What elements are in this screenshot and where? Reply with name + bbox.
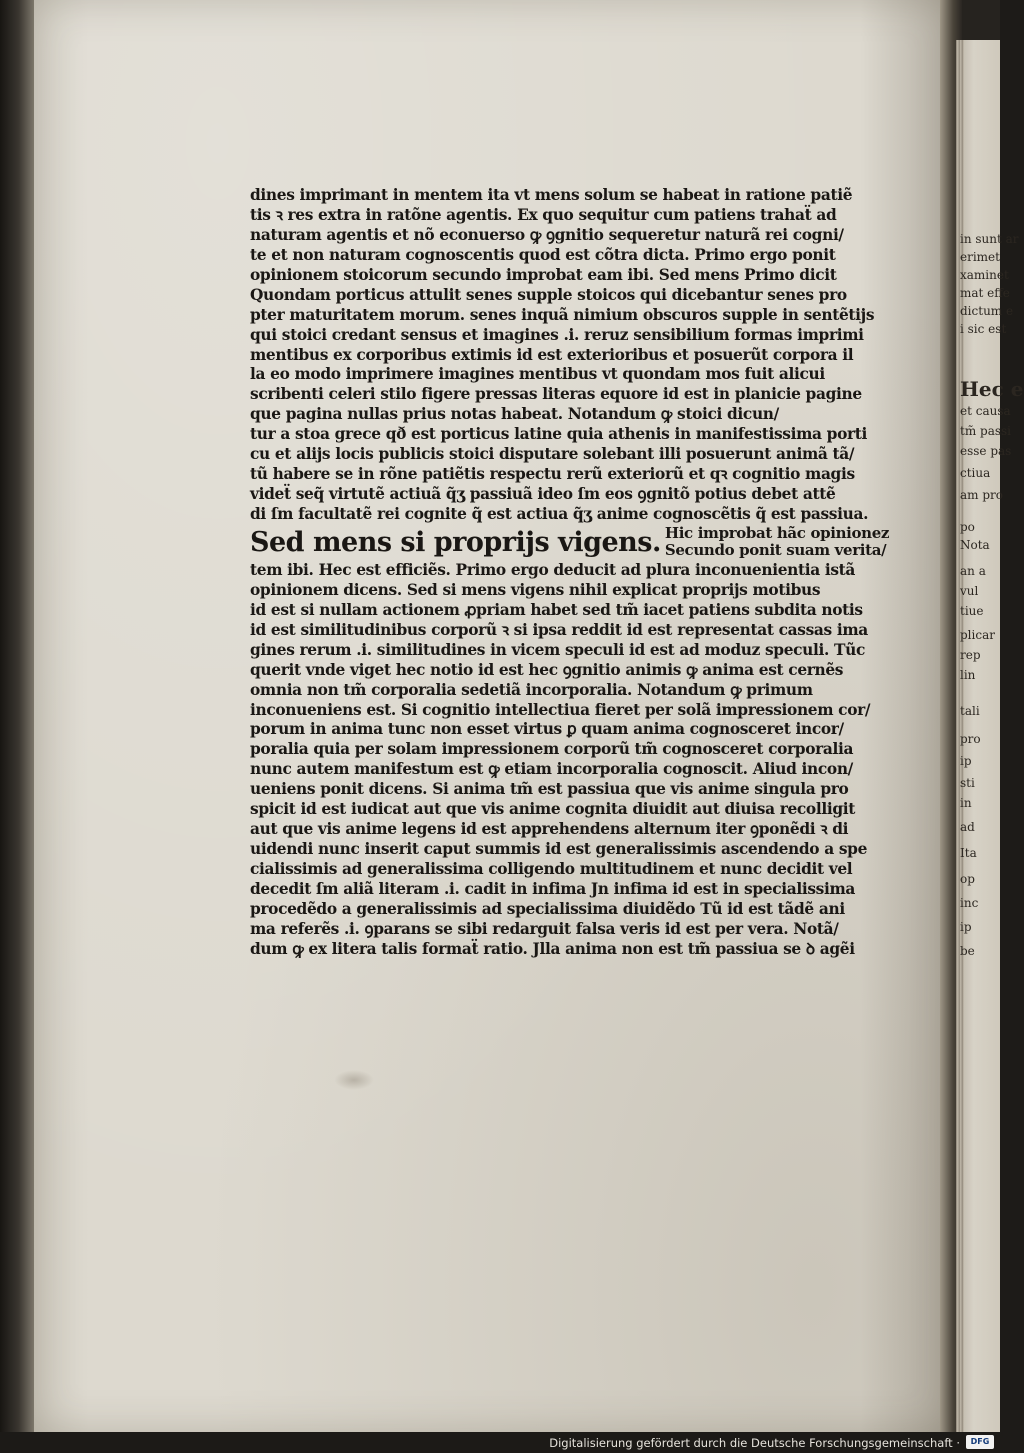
text-line: di ſm facultatẽ rei cognite q̃ est actiua q̃ʒ anime cognoscẽtis q̃ est passiua.	[250, 505, 869, 523]
text-line: dines imprimant in mentem ita vt mens solum se habeat in ratione patiẽ	[250, 186, 853, 204]
next-page-fragment: inc	[960, 896, 979, 910]
text-line: mentibus ex corporibus extimis id est exterioribus et posuerũt corpora il	[250, 345, 854, 364]
next-page-fragment: lin	[960, 668, 976, 682]
text-line: ueniens ponit dicens. Si anima tm̃ est passiua que vis anime singula pro	[250, 780, 849, 799]
text-line: gines rerum .i. similitudines in vicem speculi id est ad moduz speculi. Tũc	[250, 640, 865, 659]
text-line: id est similitudinibus corporũ ꝛ si ipsa reddit id est representat cassas ima	[250, 620, 868, 639]
next-page-fragment: ip	[960, 754, 972, 768]
text-line: que pagina nullas prius notas habeat. Notandum ꝙ stoici dicun/	[250, 405, 779, 424]
next-page-fragment: plicar	[960, 628, 995, 642]
text-line: tem ibi. Hec est efficiẽs. Primo ergo deducit ad plura inconuenientia istã	[250, 560, 856, 579]
footer-credit: Digitalisierung gefördert durch die Deutsche Forschungsgemeinschaft ·	[549, 1436, 960, 1450]
text-line: uidendi nunc inserit caput summis id est generalissimis ascendendo a spe	[250, 840, 868, 859]
digitization-footer	[0, 1432, 1000, 1453]
text-line: opinionem stoicorum secundo improbat eam ibi. Sed mens Primo dicit	[250, 265, 837, 284]
next-page-fragment: Hec e	[960, 377, 1024, 401]
text-line: cu et alijs locis publicis stoici disputare solebant illi posuerunt animã tã/	[250, 445, 855, 464]
dfg-logo: DFG	[966, 1435, 994, 1449]
text-line: tis ꝛ res extra in ratõne agentis. Ex quo sequitur cum patiens trahaẗ ad	[250, 205, 837, 224]
text-line: la eo modo imprimere imagines mentibus vt quondam mos fuit alicui	[250, 365, 825, 384]
next-page-fragment: i sic est	[960, 322, 1007, 336]
next-page-fragment: et causa	[960, 404, 1011, 418]
text-line: decedit ſm aliã literam .i. cadit in infima Jn infima id est in specialissima	[250, 879, 856, 898]
section-heading	[250, 525, 890, 561]
text-line: porum in anima tunc non esset virtus ꝑ quam anima cognosceret incor/	[250, 720, 844, 739]
text-line: cialissimis ad generalissima colligendo multitudinem et nunc decidit vel	[250, 860, 853, 878]
text-line: inconueniens est. Si cognitio intellectiua fieret per solã impressionem cor/	[250, 700, 871, 719]
next-page-fragment: xaminet	[960, 268, 1009, 282]
heading-side-text	[665, 525, 889, 559]
next-page-fragment: Nota	[960, 538, 990, 552]
next-page-fragment: tm̃ passi	[960, 424, 1012, 438]
next-page-fragment: mat effe	[960, 286, 1010, 300]
next-page-fragment: in	[960, 796, 972, 810]
text-line: opinionem dicens. Sed si mens vigens nihil explicat proprijs motibus	[250, 580, 821, 599]
next-page-fragment: an a	[960, 564, 986, 578]
next-page-fragment: po	[960, 520, 975, 534]
next-page-fragment: tiue	[960, 604, 984, 618]
next-page-fragment: op	[960, 872, 975, 886]
ink-smudge	[334, 1070, 374, 1090]
next-page-fragment: ad	[960, 820, 975, 834]
left-page-edge	[0, 0, 34, 1453]
next-page-fragment: vul	[960, 584, 979, 598]
text-line: dum ꝙ ex litera talis formaẗ ratio. Jlla anima non est tm̃ passiua se ꝺ agẽi	[250, 939, 855, 958]
text-line: tũ habere se in rõne patiẽtis respectu rerũ exteriorũ et qꝛ cognitio magis	[250, 465, 855, 484]
next-page-fragment: ctiua	[960, 466, 991, 480]
text-line: pter maturitatem morum. senes inquã nimium obscuros supple in sentẽtijs	[250, 305, 875, 324]
text-line: spicit id est iudicat aut que vis anime cognita diuidit aut diuisa recolligit	[250, 800, 855, 819]
next-page-fragment: ip	[960, 920, 972, 934]
heading-side-line-2: Secundo ponit suam verita/	[664, 540, 887, 559]
next-page-fragment: am pro	[960, 488, 1003, 502]
next-page-fragment: be	[960, 944, 975, 958]
text-line: videẗ seq̃ virtutẽ actiuã q̃ʒ passiuã ideo ſm eos ꝯgnitõ potius debet attẽ	[250, 485, 836, 504]
next-page-fragment: erimet	[960, 250, 1000, 264]
text-line: omnia non tm̃ corporalia sedetiã incorporalia. Notandum ꝙ primum	[250, 680, 813, 699]
text-line: qui stoici credant sensus et imagines .i. reruz sensibilium formas imprimi	[250, 325, 864, 344]
text-line: ma referẽs .i. ꝯparans se sibi redarguit falsa veris id est per vera. Notã/	[250, 919, 839, 938]
text-line: querit vnde viget hec notio id est hec ꝯgnitio animis ꝙ anima est cernẽs	[250, 660, 844, 679]
next-page-fragment: dictum e	[960, 304, 1014, 318]
next-page-fragment: rep	[960, 648, 981, 662]
text-line: naturam agentis et nõ econuerso ꝙ ꝯgnitio sequeretur naturã rei cogni/	[250, 225, 844, 244]
text-line: aut que vis anime legens id est apprehendens alternum iter ꝯponẽdi ꝛ di	[250, 820, 849, 839]
next-page-fragment: in sunt ar	[960, 232, 1019, 246]
heading-side-line-1: Hic improbat hãc opinionez	[664, 523, 890, 542]
text-line: procedẽdo a generalissimis ad specialissima diuidẽdo Tũ id est tãdẽ ani	[250, 899, 845, 918]
text-line: Quondam porticus attulit senes supple stoicos qui dicebantur senes pro	[250, 285, 847, 304]
text-line: te et non naturam cognoscentis quod est cõtra dicta. Primo ergo ponit	[250, 245, 836, 264]
next-page-fragment: tali	[960, 704, 980, 718]
commentary-block-1	[250, 186, 890, 525]
heading-lemma: Sed mens si proprijs vigens.	[250, 526, 661, 558]
text-line: nunc autem manifestum est ꝙ etiam incorporalia cognoscit. Aliud incon/	[250, 760, 853, 779]
text-line: scribenti celeri stilo figere pressas literas equore id est in planicie pagine	[250, 385, 862, 404]
next-page-fragment: esse pas	[960, 444, 1012, 458]
next-page-fragment: pro	[960, 732, 981, 746]
next-page-fragment: sti	[960, 776, 975, 790]
main-text-column	[250, 186, 890, 960]
text-line: tur a stoa grece qð est porticus latine quia athenis in manifestissima porti	[250, 425, 868, 444]
text-line: id est si nullam actionem ꝓpriam habet sed tm̃ iacet patiens subdita notis	[250, 600, 863, 619]
commentary-block-2	[250, 561, 890, 960]
next-page-fragment: Ita	[960, 846, 977, 860]
text-line: poralia quia per solam impressionem corporũ tm̃ cognosceret corporalia	[250, 740, 854, 759]
